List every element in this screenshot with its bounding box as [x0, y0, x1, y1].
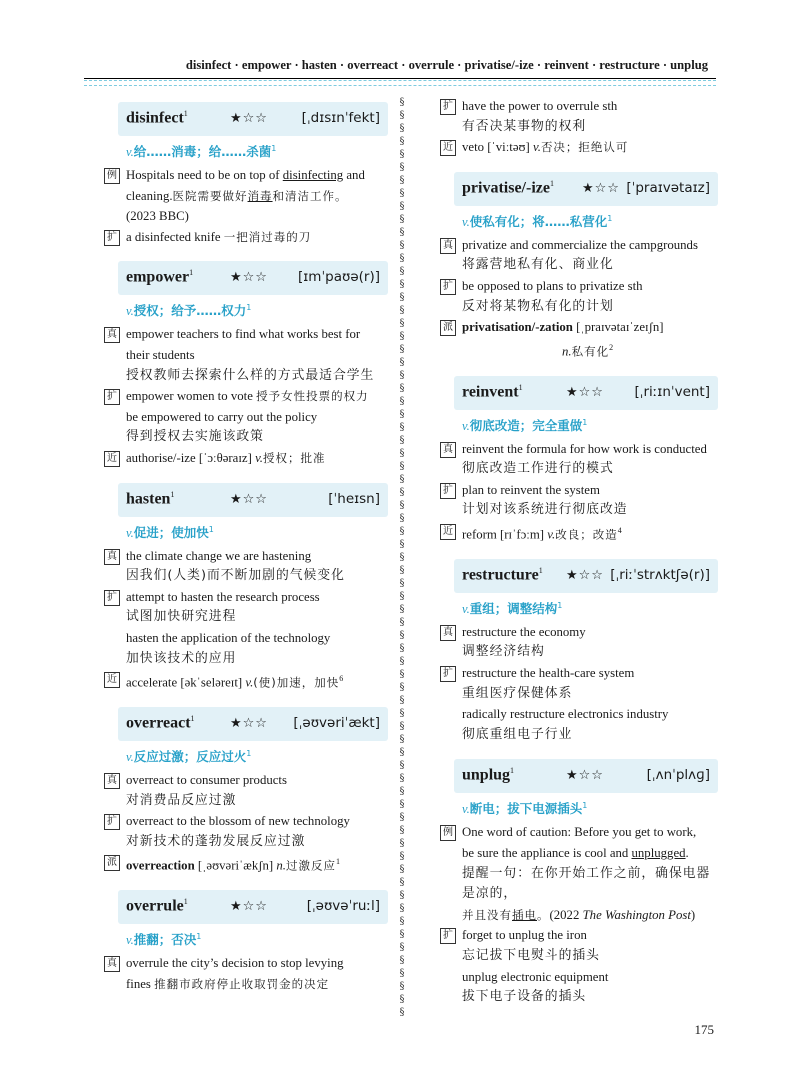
- frequency-stars: ★☆☆: [230, 111, 268, 126]
- running-header: [0, 0, 800, 92]
- frequency-stars: ★☆☆: [230, 715, 268, 731]
- real-line: 真 overreact to consumer products: [104, 770, 388, 791]
- sense: v.彻底改造；完全重做$^1$: [462, 417, 588, 433]
- entry-unplug: [440, 759, 718, 1007]
- extended-line: 扩 overreact to the blossom of new technology: [104, 811, 388, 832]
- example-line: 例 One word of caution: Before you get to work,: [440, 822, 718, 843]
- page-number: 175: [694, 1022, 714, 1037]
- sense: v.使私有化；将……私营化$^1$: [462, 213, 613, 229]
- real-line: 真 empower teachers to find what works best for: [104, 324, 388, 345]
- real-tag: 真: [104, 773, 120, 789]
- derived-tag: 派: [440, 320, 456, 336]
- extended-translation: 对新技术的蓬勃发展反应过激: [126, 833, 306, 849]
- running-title: disinfect · empower · hasten · overreact · overrule · privatise/-ize · reinvent · restructure · unplug: [185, 58, 708, 72]
- phonetic: [ˌriːɪnˈvent]: [634, 383, 710, 400]
- extended-tag: 扩: [104, 230, 120, 246]
- extended-translation: 忘记拔下电熨斗的插头: [462, 947, 600, 963]
- extended-translation: 计划对该系统进行彻底改造: [462, 502, 628, 518]
- extended-translation-2: 拔下电子设备的插头: [462, 989, 587, 1005]
- extended-line-2: hasten the application of the technology: [126, 630, 331, 645]
- real-tag: 真: [104, 549, 120, 565]
- extended-tag: 扩: [440, 99, 456, 115]
- derived-meaning: n.私有化$^2$: [562, 342, 614, 359]
- sense: v.反应过激；反应过火$^1$: [126, 748, 252, 764]
- phonetic: [ˈheɪsn]: [328, 490, 380, 507]
- frequency-stars: ★☆☆: [582, 180, 620, 196]
- sense: v.给……消毒；给……杀菌$^1$: [126, 143, 277, 159]
- extended-translation-2: 彻底重组电子行业: [462, 726, 573, 742]
- example-line: 例 Hospitals need to be on top of disinfecting and: [104, 165, 388, 186]
- phonetic: [ɪmˈpaʊə(r)]: [298, 269, 380, 286]
- extended-translation-2: 加快该技术的应用: [126, 650, 237, 666]
- headword-box: [118, 483, 388, 517]
- real-tag: 真: [440, 625, 456, 641]
- real-translation: 彻底改造工作进行的模式: [462, 461, 614, 477]
- headword-box: [118, 102, 388, 136]
- real-line: 真 the climate change we are hastening: [104, 546, 388, 567]
- headword: privatise/-ize$^1$: [462, 178, 554, 197]
- synonym-line: 近 accelerate [əkˈseləreɪt] v.(使)加速，加快$^6$: [104, 669, 388, 693]
- headword-box: [454, 172, 718, 206]
- extended-line: 扩 be opposed to plans to privatize sth: [440, 276, 718, 297]
- extended-translation-2: 得到授权去实施该政策: [126, 429, 264, 445]
- phonetic: [ˌdɪsɪnˈfekt]: [301, 110, 380, 126]
- synonym-tag: 近: [104, 451, 120, 467]
- extended-line: 扩 attempt to hasten the research process: [104, 587, 388, 608]
- extended-tag: 扩: [440, 928, 456, 944]
- entry-disinfect: [104, 102, 388, 247]
- extended-translation: 试图加快研究进程: [126, 609, 237, 625]
- frequency-stars: ★☆☆: [230, 899, 268, 915]
- frequency-stars: ★☆☆: [230, 270, 268, 286]
- column-divider: § § § § § § § § § § § § § § § § § § § § § § § § § § § § § § § § § § § § § § § § § § § § § § § § § § § § § § § § § § § § § § § § § § § § § § §: [399, 97, 405, 1018]
- real-translation: 对消费品反应过激: [126, 792, 237, 808]
- derived-line: 派 overreaction [ˌəʊvəriˈækʃn] n.过激反应$^1$: [104, 852, 388, 876]
- extended-line: 扩 have the power to overrule sth: [440, 96, 718, 117]
- real-line: 真 reinvent the formula for how work is conducted: [440, 439, 718, 460]
- extended-tag: 扩: [104, 389, 120, 405]
- sense: v.断电；拔下电源插头$^1$: [462, 801, 588, 817]
- real-tag: 真: [440, 238, 456, 254]
- entry-privatise: [440, 172, 718, 362]
- frequency-stars: ★☆☆: [566, 567, 604, 583]
- headword: hasten$^1$: [126, 489, 175, 507]
- headword: disinfect$^1$: [126, 109, 188, 127]
- sense: v.推翻；否决$^1$: [126, 932, 202, 948]
- headword-box: [454, 759, 718, 793]
- real-translation: 调整经济结构: [462, 644, 545, 660]
- real-tag: 真: [104, 956, 120, 972]
- extended-translation: 反对将某物私有化的计划: [462, 298, 614, 314]
- extended-line: 扩 a disinfected knife 一把消过毒的刀: [104, 227, 388, 248]
- example-translation-2: 并且没有插电。(2022 The Washington Post): [462, 907, 696, 922]
- example-tag: 例: [440, 825, 456, 841]
- phonetic: [ˌʌnˈplʌɡ]: [646, 767, 710, 784]
- frequency-stars: ★☆☆: [566, 768, 604, 784]
- headword-box: [118, 890, 388, 924]
- extended-tag: 扩: [104, 590, 120, 606]
- headword: reinvent$^1$: [462, 382, 523, 400]
- extended-translation: 重组医疗保健体系: [462, 685, 573, 701]
- entry-empower: [104, 261, 388, 468]
- phonetic: [ˌriːˈstrʌktʃə(r)]: [610, 566, 710, 583]
- synonym-tag: 近: [440, 524, 456, 540]
- extended-tag: 扩: [440, 483, 456, 499]
- example-cont: cleaning.医院需要做好消毒和清洁工作。: [126, 188, 348, 203]
- entry-hasten: [104, 483, 388, 693]
- headword: restructure$^1$: [462, 565, 543, 584]
- entry-overreact: [104, 707, 388, 876]
- real-translation: 因我们(人类)而不断加剧的气候变化: [126, 568, 345, 584]
- extended-tag: 扩: [440, 279, 456, 295]
- derived-tag: 派: [104, 855, 120, 871]
- extended-translation: 有否决某事物的权利: [462, 118, 587, 134]
- example-cont: be sure the appliance is cool and unplugged.: [462, 846, 689, 860]
- headword: overrule$^1$: [126, 897, 188, 915]
- extended-tag: 扩: [104, 814, 120, 830]
- real-translation: 将露营地私有化、商业化: [462, 257, 614, 273]
- real-line: 真 restructure the economy: [440, 622, 718, 643]
- extended-line-2: be empowered to carry out the policy: [126, 409, 318, 424]
- entry-overrule-continued: [440, 96, 718, 158]
- entry-reinvent: [440, 376, 718, 545]
- frequency-stars: ★☆☆: [566, 384, 604, 400]
- header-dashed-band: [84, 80, 716, 86]
- headword-box: [118, 707, 388, 741]
- example-tag: 例: [104, 168, 120, 184]
- headword-box: [454, 376, 718, 410]
- extended-line: 扩 restructure the health-care system: [440, 663, 718, 684]
- headword: overreact$^1$: [126, 713, 195, 732]
- sense: v.重组；调整结构$^1$: [462, 600, 563, 616]
- synonym-tag: 近: [104, 672, 120, 688]
- real-line: 真 overrule the city’s decision to stop levying: [104, 953, 388, 974]
- phonetic: [ˌəʊvəˈruːl]: [306, 898, 380, 915]
- right-column: [440, 99, 718, 1022]
- extended-line: 扩 plan to reinvent the system: [440, 480, 718, 501]
- synonym-line: 近 veto [ˈviːtəʊ] v.否决；拒绝认可: [440, 137, 718, 158]
- derived-line: 派 privatisation/-zation [ˌpraɪvətaɪˈzeɪʃn]: [440, 317, 718, 338]
- extended-line-2: radically restructure electronics industry: [462, 707, 669, 722]
- left-column: [104, 102, 388, 1008]
- real-cont: their students: [126, 347, 195, 362]
- synonym-tag: 近: [440, 140, 456, 156]
- phonetic: [ˈpraɪvətaɪz]: [626, 179, 710, 196]
- header-rule: [84, 78, 716, 79]
- headword: empower$^1$: [126, 268, 194, 286]
- extended-line: 扩 forget to unplug the iron: [440, 925, 718, 946]
- real-tag: 真: [104, 327, 120, 343]
- synonym-line: 近 authorise/-ize [ˈɔːθəraɪz] v.授权；批准: [104, 448, 388, 469]
- synonym-line: 近 reform [rɪˈfɔːm] v.改良；改造$^4$: [440, 521, 718, 545]
- extended-line-2: unplug electronic equipment: [462, 969, 609, 984]
- sense: v.授权；给予……权力$^1$: [126, 303, 252, 319]
- entry-overrule: [104, 890, 388, 994]
- example-source: (2023 BBC): [126, 209, 189, 224]
- real-line: 真 privatize and commercialize the campgrounds: [440, 235, 718, 256]
- example-translation: 提醒一句：在你开始工作之前，确保电器是凉的，: [462, 865, 711, 902]
- sense: v.促进；使加快$^1$: [126, 524, 214, 540]
- headword: unplug$^1$: [462, 766, 515, 784]
- real-cont: fines 推翻市政府停止收取罚金的决定: [126, 976, 330, 991]
- real-translation: 授权教师去探索什么样的方式最适合学生: [126, 367, 375, 383]
- extended-tag: 扩: [440, 666, 456, 682]
- entry-restructure: [440, 559, 718, 746]
- phonetic: [ˌəʊvəriˈækt]: [293, 714, 380, 731]
- headword-box: [454, 559, 718, 593]
- extended-line: 扩 empower women to vote 授予女性投票的权力: [104, 386, 388, 407]
- frequency-stars: ★☆☆: [230, 491, 268, 507]
- real-tag: 真: [440, 442, 456, 458]
- headword-box: [118, 261, 388, 295]
